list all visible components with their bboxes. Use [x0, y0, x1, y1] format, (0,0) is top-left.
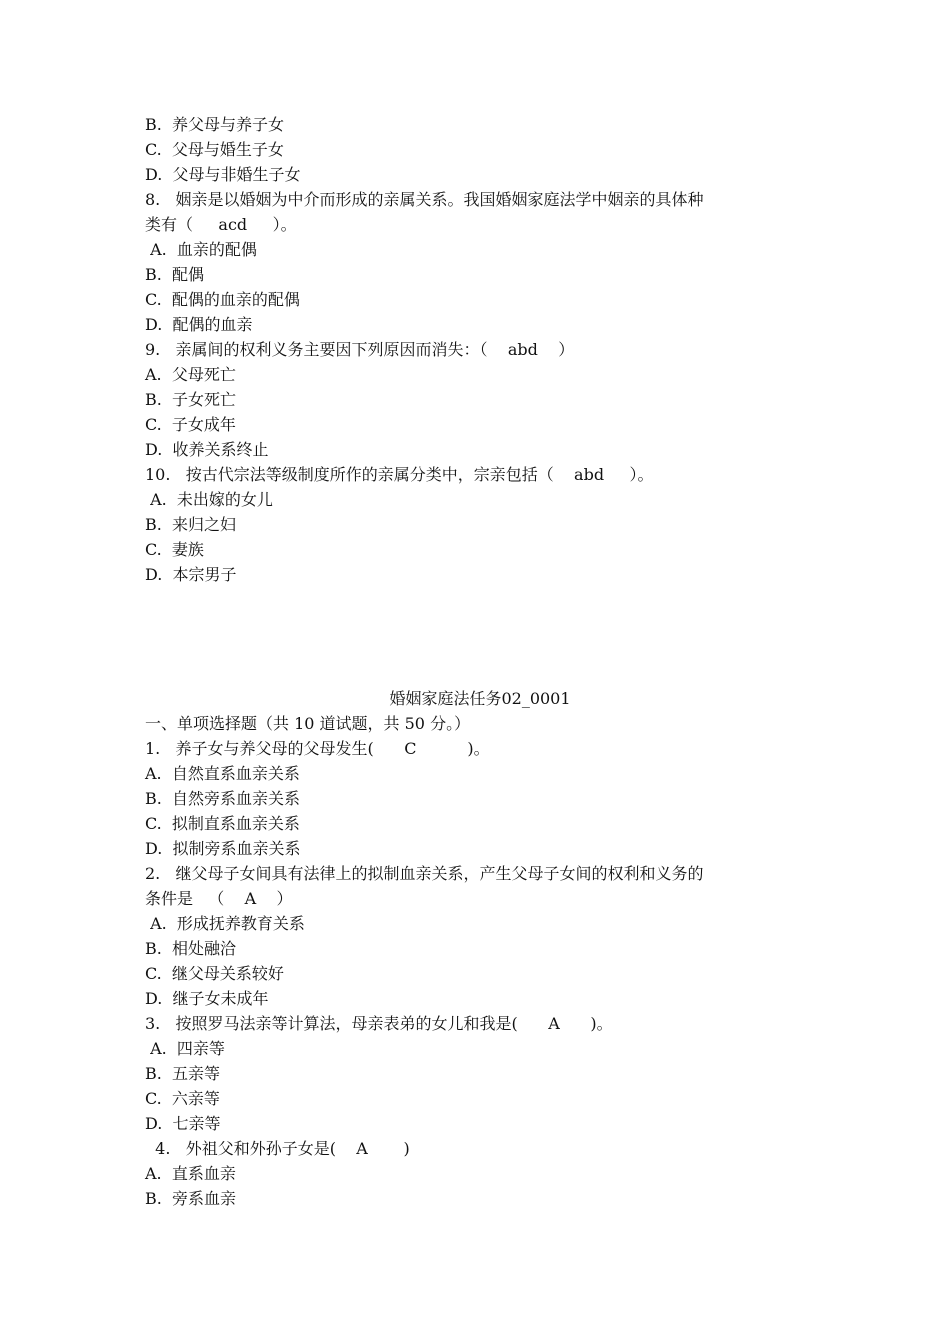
option-line: B. 配偶: [145, 265, 205, 284]
option-line: A. 四亲等: [145, 1039, 225, 1058]
question-line-continued: 类有（ acd ）。: [145, 215, 297, 234]
question-line: 10. 按古代宗法等级制度所作的亲属分类中，宗亲包括（ abd ）。: [145, 465, 654, 484]
option-line: D. 拟制旁系血亲关系: [145, 839, 301, 858]
option-line: A. 父母死亡: [145, 365, 236, 384]
option-line: C. 子女成年: [145, 415, 236, 434]
option-line: A. 直系血亲: [145, 1164, 236, 1183]
option-line: D. 收养关系终止: [145, 440, 269, 459]
option-line: B. 养父母与养子女: [145, 115, 285, 134]
option-line: B. 五亲等: [145, 1064, 221, 1083]
option-line: C. 妻族: [145, 540, 204, 559]
option-line: D. 配偶的血亲: [145, 315, 253, 334]
option-line: D. 继子女未成年: [145, 989, 269, 1008]
question-line: 2. 继父母子女间具有法律上的拟制血亲关系，产生父母子女间的权利和义务的: [145, 864, 704, 883]
option-line: D. 七亲等: [145, 1114, 221, 1133]
question-line: 9. 亲属间的权利义务主要因下列原因而消失：（ abd ）: [145, 340, 575, 359]
option-line: B. 自然旁系血亲关系: [145, 789, 301, 808]
option-line: D. 父母与非婚生子女: [145, 165, 301, 184]
option-line: C. 继父母关系较好: [145, 964, 284, 983]
option-line: A. 未出嫁的女儿: [145, 490, 273, 509]
option-line: A. 形成抚养教育关系: [145, 914, 305, 933]
question-line: 8. 姻亲是以婚姻为中介而形成的亲属关系。我国婚姻家庭法学中姻亲的具体种: [145, 190, 704, 209]
section-title: 婚姻家庭法任务02_0001: [389, 689, 571, 708]
option-line: C. 父母与婚生子女: [145, 140, 284, 159]
bottom-question-section: [145, 686, 815, 1211]
option-line: A. 自然直系血亲关系: [145, 764, 300, 783]
option-line: B. 子女死亡: [145, 390, 237, 409]
option-line: B. 来归之妇: [145, 515, 237, 534]
option-line: C. 配偶的血亲的配偶: [145, 290, 300, 309]
option-line: C. 拟制直系血亲关系: [145, 814, 300, 833]
option-line: D. 本宗男子: [145, 565, 237, 584]
question-line-continued: 条件是 （ A ）: [145, 889, 293, 908]
option-line: C. 六亲等: [145, 1089, 220, 1108]
question-line: 1. 养子女与养父母的父母发生( C )。: [145, 739, 490, 758]
top-question-section: [145, 112, 815, 587]
question-line: 3. 按照罗马法亲等计算法，母亲表弟的女儿和我是( A )。: [145, 1014, 613, 1033]
option-line: B. 相处融洽: [145, 939, 237, 958]
section-heading: 一、单项选择题（共 10 道试题，共 50 分。）: [145, 714, 471, 733]
question-line: 4. 外祖父和外孙子女是( A ): [145, 1139, 410, 1158]
option-line: A. 血亲的配偶: [145, 240, 257, 259]
option-line: B. 旁系血亲: [145, 1189, 237, 1208]
